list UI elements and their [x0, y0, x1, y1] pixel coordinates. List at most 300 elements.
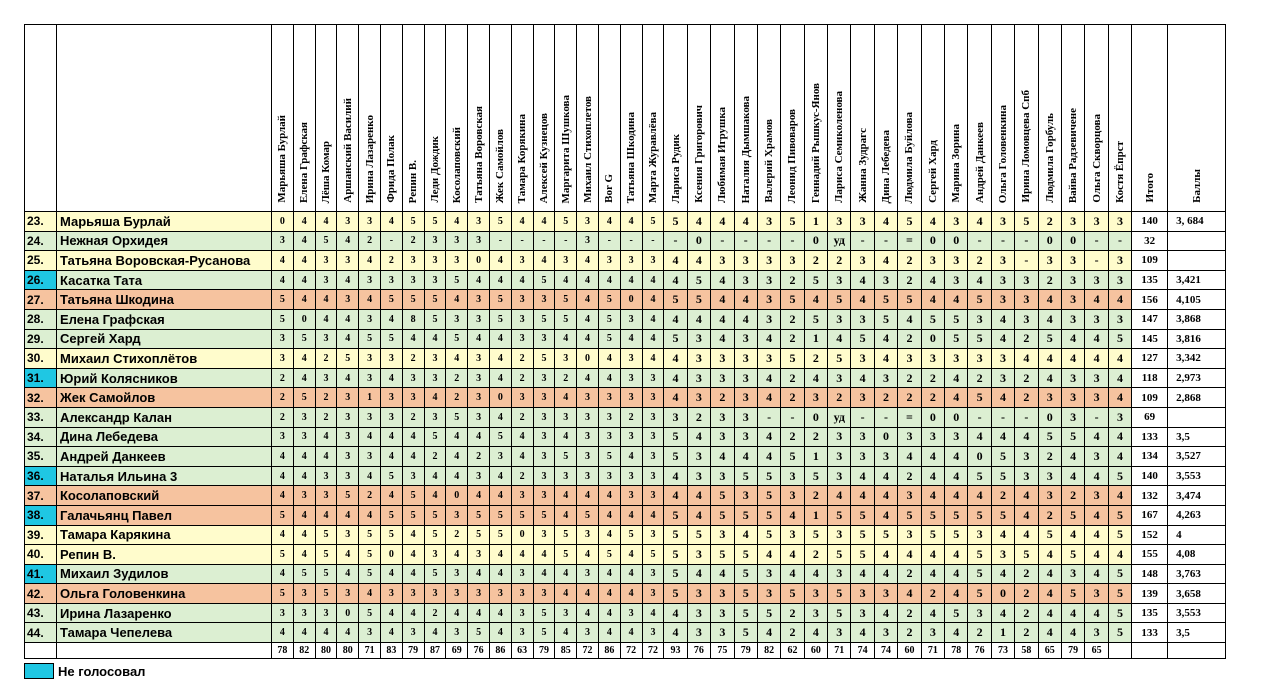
- score-cell: 3: [511, 329, 533, 349]
- header-voter-name: Леди Дождик: [428, 136, 441, 203]
- score-cell: 4: [1085, 525, 1108, 545]
- score-cell: 4: [577, 584, 599, 604]
- score-cell: 5: [734, 623, 757, 643]
- score-cell: 4: [577, 309, 599, 329]
- footer-total-cell: 76: [687, 643, 710, 659]
- score-cell: 4: [402, 525, 424, 545]
- score-cell: 2: [424, 603, 446, 623]
- row-number: 31.: [25, 368, 57, 388]
- score-cell: 4: [991, 309, 1014, 329]
- footer-total-cell: 79: [1061, 643, 1084, 659]
- score-cell: 3: [898, 486, 921, 506]
- footer-total-cell: 85: [555, 643, 577, 659]
- score-cell: 4: [828, 329, 851, 349]
- score-cell: 3: [337, 427, 359, 447]
- score-cell: 4: [620, 212, 642, 232]
- score-cell: -: [991, 407, 1014, 427]
- score-cell: 2: [468, 447, 490, 467]
- score-cell: 5: [598, 447, 620, 467]
- score-cell: 5: [1061, 545, 1084, 565]
- score-cell: 5: [555, 447, 577, 467]
- score-cell: 0: [511, 525, 533, 545]
- header-voter-cell: [968, 25, 991, 212]
- participant-name: Ирина Лазаренко: [57, 603, 272, 623]
- score-cell: 3: [468, 231, 490, 251]
- score-cell: 5: [687, 290, 710, 310]
- score-cell: 4: [555, 427, 577, 447]
- score-cell: 2: [781, 388, 804, 408]
- row-number: 25.: [25, 251, 57, 271]
- footer-total-cell: 74: [874, 643, 897, 659]
- score-cell: 4: [315, 309, 337, 329]
- table-body: [25, 212, 1226, 643]
- score-cell: 3: [315, 368, 337, 388]
- score-cell: 3: [642, 584, 664, 604]
- score-cell: 3: [734, 251, 757, 271]
- table-row: [25, 486, 1226, 506]
- score-cell: -: [757, 231, 780, 251]
- score-cell: 0: [991, 584, 1014, 604]
- table-row: [25, 427, 1226, 447]
- score-cell: 3: [1108, 270, 1131, 290]
- score-cell: 4: [424, 623, 446, 643]
- score-cell: 4: [1038, 603, 1061, 623]
- score-cell: 4: [359, 584, 381, 604]
- score-cell: 5: [1108, 584, 1131, 604]
- score-cell: 5: [402, 486, 424, 506]
- score-cell: 3: [620, 486, 642, 506]
- row-number: 24.: [25, 231, 57, 251]
- score-cell: 5: [1038, 329, 1061, 349]
- score-cell: 4: [293, 270, 315, 290]
- score-cell: 0: [380, 545, 402, 565]
- header-number-cell: [25, 25, 57, 212]
- score-cell: 5: [664, 290, 687, 310]
- score-cell: 4: [968, 270, 991, 290]
- score-cell: 4: [359, 427, 381, 447]
- score-cell: 4: [293, 505, 315, 525]
- header-voter-name: Сергей Хард: [926, 140, 939, 203]
- score-cell: 3: [555, 603, 577, 623]
- score-cell: 4: [1015, 505, 1038, 525]
- score-cell: 3: [1085, 447, 1108, 467]
- header-total-cell: [1132, 25, 1168, 212]
- score-cell: 3: [511, 388, 533, 408]
- score-cell: 3: [533, 290, 555, 310]
- row-points: 4,08: [1168, 545, 1226, 565]
- score-cell: 3: [424, 545, 446, 565]
- footer-total-cell: 73: [991, 643, 1014, 659]
- score-cell: 4: [402, 545, 424, 565]
- footer-total-cell: 71: [828, 643, 851, 659]
- footer-total-cell: 78: [945, 643, 968, 659]
- score-cell: 5: [921, 525, 944, 545]
- score-cell: 2: [446, 368, 468, 388]
- score-cell: 3: [874, 368, 897, 388]
- score-cell: 5: [991, 466, 1014, 486]
- score-cell: 4: [446, 603, 468, 623]
- table-row: [25, 368, 1226, 388]
- participant-name: Косолаповский: [57, 486, 272, 506]
- header-voter-cell: [424, 25, 446, 212]
- row-number: 34.: [25, 427, 57, 447]
- score-cell: 4: [293, 349, 315, 369]
- row-number: 40.: [25, 545, 57, 565]
- score-cell: 5: [851, 545, 874, 565]
- header-voter-name: Ирина Ломовцева Спб: [1020, 90, 1033, 203]
- score-cell: 3: [337, 407, 359, 427]
- score-cell: 5: [781, 447, 804, 467]
- score-cell: 3: [577, 564, 599, 584]
- score-cell: 4: [781, 545, 804, 565]
- score-cell: 3: [642, 525, 664, 545]
- score-cell: 3: [337, 388, 359, 408]
- score-cell: 4: [489, 603, 511, 623]
- footer-total-cell: 75: [711, 643, 734, 659]
- score-cell: 2: [898, 466, 921, 486]
- score-cell: 3: [734, 329, 757, 349]
- score-cell: 4: [272, 525, 294, 545]
- header-name-cell: [57, 25, 272, 212]
- score-cell: 4: [489, 329, 511, 349]
- score-cell: 3: [642, 407, 664, 427]
- score-cell: 4: [991, 564, 1014, 584]
- score-cell: 4: [620, 564, 642, 584]
- score-cell: 3: [851, 603, 874, 623]
- score-cell: 3: [687, 603, 710, 623]
- score-cell: 5: [424, 505, 446, 525]
- row-total: 140: [1132, 466, 1168, 486]
- score-cell: 4: [620, 270, 642, 290]
- score-cell: 4: [598, 584, 620, 604]
- score-cell: 5: [804, 270, 827, 290]
- score-cell: 4: [620, 505, 642, 525]
- score-cell: 5: [851, 525, 874, 545]
- score-cell: 5: [1015, 212, 1038, 232]
- score-cell: 4: [446, 290, 468, 310]
- score-cell: 4: [620, 584, 642, 604]
- score-cell: 2: [359, 486, 381, 506]
- table-row: [25, 603, 1226, 623]
- score-cell: 3: [1038, 251, 1061, 271]
- header-voter-name: Дина Лебедева: [880, 129, 893, 203]
- table-row: [25, 407, 1226, 427]
- score-cell: 4: [642, 329, 664, 349]
- score-cell: 2: [781, 603, 804, 623]
- header-voter-name: Людмила Буйлова: [903, 111, 916, 203]
- score-cell: 4: [337, 270, 359, 290]
- score-cell: 2: [828, 388, 851, 408]
- score-cell: 3: [851, 427, 874, 447]
- footer-total-cell: 78: [272, 643, 294, 659]
- score-cell: 0: [968, 447, 991, 467]
- score-cell: 2: [898, 564, 921, 584]
- row-total: 140: [1132, 212, 1168, 232]
- score-cell: 5: [555, 290, 577, 310]
- score-cell: 3: [577, 407, 599, 427]
- score-cell: 4: [851, 466, 874, 486]
- score-cell: 0: [337, 603, 359, 623]
- score-cell: 4: [272, 564, 294, 584]
- score-cell: 5: [489, 525, 511, 545]
- score-cell: 5: [337, 349, 359, 369]
- score-cell: 3: [359, 309, 381, 329]
- score-cell: 0: [945, 231, 968, 251]
- score-cell: 4: [642, 603, 664, 623]
- score-cell: 3: [468, 466, 490, 486]
- score-cell: 4: [293, 290, 315, 310]
- score-cell: 3: [293, 603, 315, 623]
- score-cell: 3: [533, 486, 555, 506]
- score-cell: 4: [664, 388, 687, 408]
- score-cell: 5: [664, 505, 687, 525]
- score-cell: 2: [781, 329, 804, 349]
- score-cell: 5: [1108, 603, 1131, 623]
- score-cell: -: [620, 231, 642, 251]
- score-cell: 5: [898, 212, 921, 232]
- score-cell: 4: [687, 486, 710, 506]
- score-cell: 5: [555, 212, 577, 232]
- score-cell: 5: [642, 545, 664, 565]
- score-cell: 4: [402, 564, 424, 584]
- score-cell: 4: [874, 329, 897, 349]
- score-cell: 2: [921, 584, 944, 604]
- score-cell: 5: [1015, 545, 1038, 565]
- score-cell: -: [642, 231, 664, 251]
- score-cell: 3: [315, 466, 337, 486]
- score-cell: 3: [851, 447, 874, 467]
- score-cell: 5: [424, 212, 446, 232]
- score-cell: 4: [1085, 505, 1108, 525]
- header-voter-cell: [804, 25, 827, 212]
- score-cell: 4: [489, 349, 511, 369]
- score-cell: 3: [664, 407, 687, 427]
- participant-name: Тамара Чепелева: [57, 623, 272, 643]
- score-cell: 3: [489, 447, 511, 467]
- score-cell: 5: [511, 505, 533, 525]
- header-voter-name: Аршанский Василий: [341, 98, 354, 203]
- participant-name: Марьяша Бурлай: [57, 212, 272, 232]
- footer-total-cell: 71: [359, 643, 381, 659]
- score-cell: 4: [598, 603, 620, 623]
- score-cell: 3: [687, 329, 710, 349]
- score-cell: 5: [1061, 427, 1084, 447]
- score-cell: 4: [711, 447, 734, 467]
- score-cell: 3: [757, 349, 780, 369]
- score-cell: 5: [533, 270, 555, 290]
- score-cell: 3: [533, 466, 555, 486]
- score-cell: 3: [402, 251, 424, 271]
- score-cell: 3: [577, 623, 599, 643]
- score-cell: 3: [533, 368, 555, 388]
- score-cell: 2: [921, 368, 944, 388]
- score-cell: 4: [734, 309, 757, 329]
- score-cell: 5: [734, 603, 757, 623]
- score-cell: 3: [968, 525, 991, 545]
- score-cell: 4: [577, 270, 599, 290]
- header-voter-cell: [898, 25, 921, 212]
- score-cell: 4: [511, 427, 533, 447]
- score-cell: 3: [757, 290, 780, 310]
- header-voter-cell: [598, 25, 620, 212]
- score-cell: 4: [945, 368, 968, 388]
- row-total: 145: [1132, 329, 1168, 349]
- score-cell: 4: [968, 212, 991, 232]
- row-points: 4,105: [1168, 290, 1226, 310]
- header-voter-cell: [1085, 25, 1108, 212]
- participant-name: Михаил Зудилов: [57, 564, 272, 584]
- score-cell: 4: [1085, 349, 1108, 369]
- score-cell: 4: [380, 564, 402, 584]
- score-cell: 2: [968, 251, 991, 271]
- score-cell: 3: [598, 388, 620, 408]
- score-cell: 4: [359, 251, 381, 271]
- header-voter-name: Лёша Комар: [319, 140, 332, 203]
- score-cell: 3: [402, 388, 424, 408]
- score-cell: 4: [489, 466, 511, 486]
- score-cell: -: [874, 407, 897, 427]
- header-voter-name: Ольга Головенкина: [997, 104, 1009, 203]
- score-cell: 3: [1061, 290, 1084, 310]
- header-voter-cell: [664, 25, 687, 212]
- score-cell: 4: [874, 505, 897, 525]
- score-cell: 0: [1038, 231, 1061, 251]
- table-row: [25, 309, 1226, 329]
- header-voter-cell: [1038, 25, 1061, 212]
- score-cell: 4: [272, 623, 294, 643]
- table-row: [25, 525, 1226, 545]
- score-cell: 4: [1108, 447, 1131, 467]
- score-cell: 3: [642, 427, 664, 447]
- score-cell: 4: [757, 447, 780, 467]
- row-points: 3,763: [1168, 564, 1226, 584]
- table-row: [25, 329, 1226, 349]
- score-cell: 5: [968, 564, 991, 584]
- legend-swatch: [24, 663, 54, 679]
- score-cell: 3: [687, 349, 710, 369]
- score-cell: 3: [828, 309, 851, 329]
- header-voter-cell: [446, 25, 468, 212]
- score-cell: 5: [804, 309, 827, 329]
- score-cell: 5: [533, 505, 555, 525]
- score-cell: 3: [402, 270, 424, 290]
- score-cell: 3: [468, 407, 490, 427]
- score-cell: 5: [555, 545, 577, 565]
- score-cell: 4: [1085, 329, 1108, 349]
- score-cell: 4: [1108, 388, 1131, 408]
- score-cell: 4: [468, 564, 490, 584]
- score-cell: 4: [757, 388, 780, 408]
- score-cell: 4: [945, 564, 968, 584]
- table-row: [25, 388, 1226, 408]
- header-voter-name: Ксения Григорович: [692, 105, 705, 203]
- score-cell: 3: [1085, 270, 1108, 290]
- row-points: [1168, 251, 1226, 271]
- score-cell: 3: [1085, 368, 1108, 388]
- participant-name: Юрий Колясников: [57, 368, 272, 388]
- header-voter-cell: [1061, 25, 1084, 212]
- score-cell: 5: [968, 584, 991, 604]
- score-cell: 5: [921, 505, 944, 525]
- score-cell: 4: [272, 251, 294, 271]
- score-cell: 4: [664, 349, 687, 369]
- score-cell: 3: [1061, 407, 1084, 427]
- score-cell: 4: [1038, 309, 1061, 329]
- score-cell: -: [874, 231, 897, 251]
- score-cell: 3: [711, 368, 734, 388]
- participant-name: Михаил Стихоплётов: [57, 349, 272, 369]
- score-cell: 3: [424, 407, 446, 427]
- score-cell: 4: [945, 545, 968, 565]
- score-cell: 0: [620, 290, 642, 310]
- score-cell: 2: [687, 407, 710, 427]
- score-cell: 4: [598, 564, 620, 584]
- score-cell: 3: [598, 251, 620, 271]
- score-cell: 3: [620, 309, 642, 329]
- header-voter-name: Жанна Зудрагс: [856, 128, 869, 203]
- score-cell: 0: [489, 388, 511, 408]
- score-cell: 5: [851, 505, 874, 525]
- score-cell: 3: [272, 231, 294, 251]
- score-cell: 5: [468, 525, 490, 545]
- row-total: 139: [1132, 584, 1168, 604]
- score-cell: 4: [424, 388, 446, 408]
- participant-name: Татьяна Шкодина: [57, 290, 272, 310]
- score-cell: 4: [293, 466, 315, 486]
- score-cell: 4: [1038, 584, 1061, 604]
- header-voter-name: Репин В.: [407, 159, 420, 203]
- score-cell: 3: [851, 309, 874, 329]
- score-cell: 4: [272, 486, 294, 506]
- score-cell: 4: [402, 447, 424, 467]
- score-cell: =: [898, 231, 921, 251]
- score-cell: 2: [874, 388, 897, 408]
- score-cell: 5: [380, 525, 402, 545]
- score-cell: 3: [687, 368, 710, 388]
- header-voter-cell: [991, 25, 1014, 212]
- score-cell: 4: [598, 270, 620, 290]
- score-cell: 4: [598, 525, 620, 545]
- score-cell: 3: [1061, 270, 1084, 290]
- row-total: 127: [1132, 349, 1168, 369]
- header-voter-cell: [511, 25, 533, 212]
- score-cell: 2: [781, 368, 804, 388]
- score-cell: -: [555, 231, 577, 251]
- score-cell: -: [968, 231, 991, 251]
- score-cell: 3: [489, 584, 511, 604]
- score-cell: 5: [711, 486, 734, 506]
- score-cell: 3: [687, 623, 710, 643]
- score-cell: 4: [446, 447, 468, 467]
- score-cell: 4: [511, 545, 533, 565]
- score-cell: 3: [874, 623, 897, 643]
- score-cell: 5: [446, 407, 468, 427]
- score-cell: 4: [687, 212, 710, 232]
- score-cell: -: [1085, 231, 1108, 251]
- score-cell: 4: [921, 564, 944, 584]
- score-cell: 5: [781, 212, 804, 232]
- score-cell: 3: [577, 231, 599, 251]
- score-cell: 3: [468, 309, 490, 329]
- score-cell: 1: [804, 212, 827, 232]
- score-cell: 3: [272, 349, 294, 369]
- score-cell: 3: [804, 388, 827, 408]
- score-cell: 3: [533, 388, 555, 408]
- score-cell: -: [1085, 251, 1108, 271]
- score-cell: 4: [874, 212, 897, 232]
- score-cell: 4: [874, 466, 897, 486]
- score-cell: 2: [511, 368, 533, 388]
